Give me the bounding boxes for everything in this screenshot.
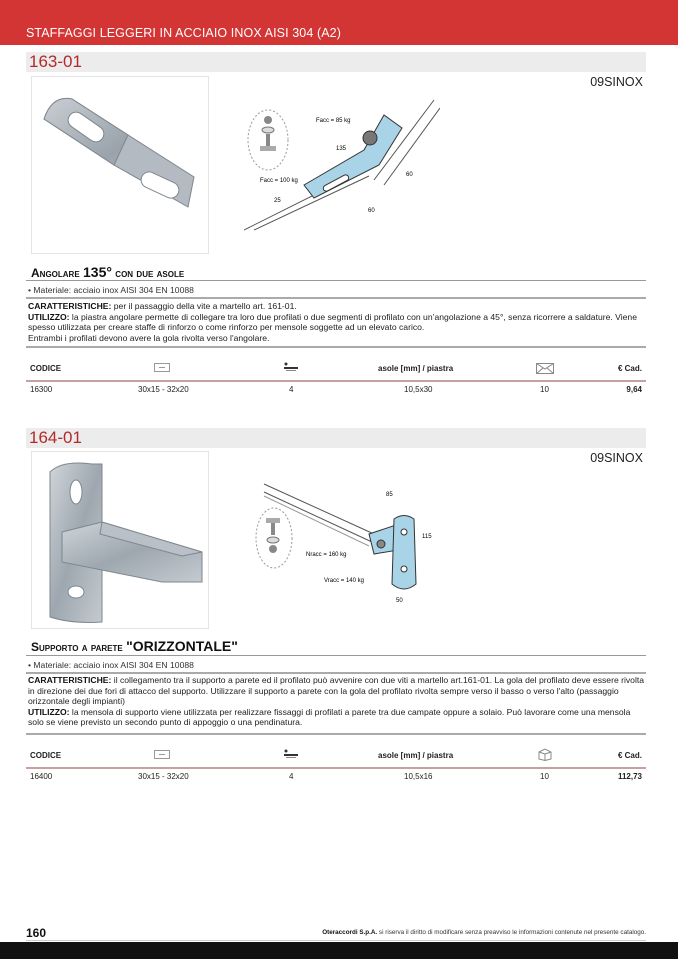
cell-qty: 4 <box>289 385 294 394</box>
table-header <box>26 358 646 382</box>
divider <box>26 733 646 735</box>
box-pack-icon <box>538 748 552 763</box>
cell-price: 112,73 <box>617 772 642 781</box>
divider <box>26 280 646 281</box>
screw-quantity-icon <box>284 362 298 376</box>
footer-disclaimer: Oteraccordi S.p.A. si riserva il diritto di modificare senza preavviso le informazioni contenute nel presente catalogo. <box>322 929 646 936</box>
diagram-label-force1: Facc = 85 kg <box>316 118 351 124</box>
cell-asole: 10,5x30 <box>404 385 433 394</box>
table-row <box>26 382 646 396</box>
product-code-bar <box>26 52 646 72</box>
diagram-label-dim3: 50 <box>396 598 403 604</box>
material-spec: • Materiale: acciaio inox AISI 304 EN 10088 <box>28 660 194 670</box>
product-code: 163-01 <box>29 52 82 71</box>
cell-codice: 16400 <box>30 772 53 781</box>
col-codice: CODICE <box>30 364 62 373</box>
cell-asole: 10,5x16 <box>404 772 433 781</box>
diagram-label-dim1: 85 <box>386 492 393 498</box>
product-table <box>26 745 646 783</box>
technical-diagram-163-01 <box>244 90 440 235</box>
col-asole: asole [mm] / piastra <box>378 751 454 760</box>
col-asole: asole [mm] / piastra <box>378 364 454 373</box>
cell-pack: 10 <box>540 385 549 394</box>
product-description: CARATTERISTICHE: per il passaggio della vite a martello art. 161-01. UTILIZZO: la piastra angolare permette di collegare tra loro due profilati o due segmenti di profilato con un’angolazione a 45°, senza ricorrere a saldature. Viene spesso utilizzata per creare staffe di rinforzo o come rinforzo per mensole soggette ad un elevato carico. Entrambi i profilati devono avere la gola rivolta verso l'angolare. <box>28 301 637 343</box>
page-number: 160 <box>26 926 47 940</box>
cell-pack: 10 <box>540 772 549 781</box>
divider <box>26 672 646 674</box>
col-price: € Cad. <box>617 751 642 760</box>
profile-section-icon <box>154 363 170 374</box>
brand-label: 09SINOX <box>590 451 643 465</box>
brand-label: 09SINOX <box>590 75 643 89</box>
divider <box>26 655 646 656</box>
table-header <box>26 745 646 769</box>
envelope-pack-icon <box>536 363 554 376</box>
col-price: € Cad. <box>617 364 642 373</box>
diagram-label-force2: Vracc = 140 kg <box>324 578 364 584</box>
diagram-label-dim3: 25 <box>274 198 281 204</box>
col-codice: CODICE <box>30 751 62 760</box>
cell-profilo: 30x15 - 32x20 <box>138 385 189 394</box>
diagram-label-dim2: 60 <box>368 208 375 214</box>
product-table <box>26 358 646 396</box>
product-photo-angle-bracket <box>31 76 209 254</box>
diagram-label-force2: Facc = 100 kg <box>260 178 298 184</box>
bottom-bar <box>0 942 678 959</box>
divider <box>26 346 646 348</box>
cell-profilo: 30x15 - 32x20 <box>138 772 189 781</box>
diagram-label-force1: Nracc = 160 kg <box>306 552 347 558</box>
product-code: 164-01 <box>29 428 82 447</box>
screw-quantity-icon <box>284 749 298 763</box>
product-title: Supporto a parete "ORIZZONTALE" <box>31 638 238 654</box>
material-spec: • Materiale: acciaio inox AISI 304 EN 10088 <box>28 285 194 295</box>
product-photo-wall-support <box>31 451 209 629</box>
section-title: STAFFAGGI LEGGERI IN ACCIAIO INOX AISI 304 (A2) <box>26 26 341 40</box>
product-description: CARATTERISTICHE: il collegamento tra il supporto a parete ed il profilato può avvenire con due viti a martello art.161-01. La gola del profilato deve essere rivolta in direzione dei due fori di attacco del supporto. Utilizzare il supporto a parete con la gola del profilato rivolta sempre verso il basso o verso l'alto (passaggio orizzontale degli impianti) UTILIZZO: la mensola di supporto viene utilizzata per realizzare fissaggi di profilati a parete tra due campate oppure a solaio. Può lavorare come una mensola solo se viene previsto un secondo punto di appoggio o una pendinatura. <box>28 675 645 728</box>
table-row <box>26 769 646 783</box>
diagram-label-dim1: 60 <box>406 172 413 178</box>
cell-codice: 16300 <box>30 385 53 394</box>
divider <box>26 940 646 941</box>
section-header <box>0 0 678 45</box>
divider <box>26 297 646 299</box>
technical-diagram-164-01 <box>244 474 440 610</box>
diagram-label-angle: 135 <box>336 146 347 152</box>
cell-price: 9,64 <box>626 385 642 394</box>
product-title: Angolare 135° con due asole <box>31 264 185 280</box>
cell-qty: 4 <box>289 772 294 781</box>
diagram-label-dim2: 115 <box>422 534 432 540</box>
profile-section-icon <box>154 750 170 761</box>
product-code-bar <box>26 428 646 448</box>
